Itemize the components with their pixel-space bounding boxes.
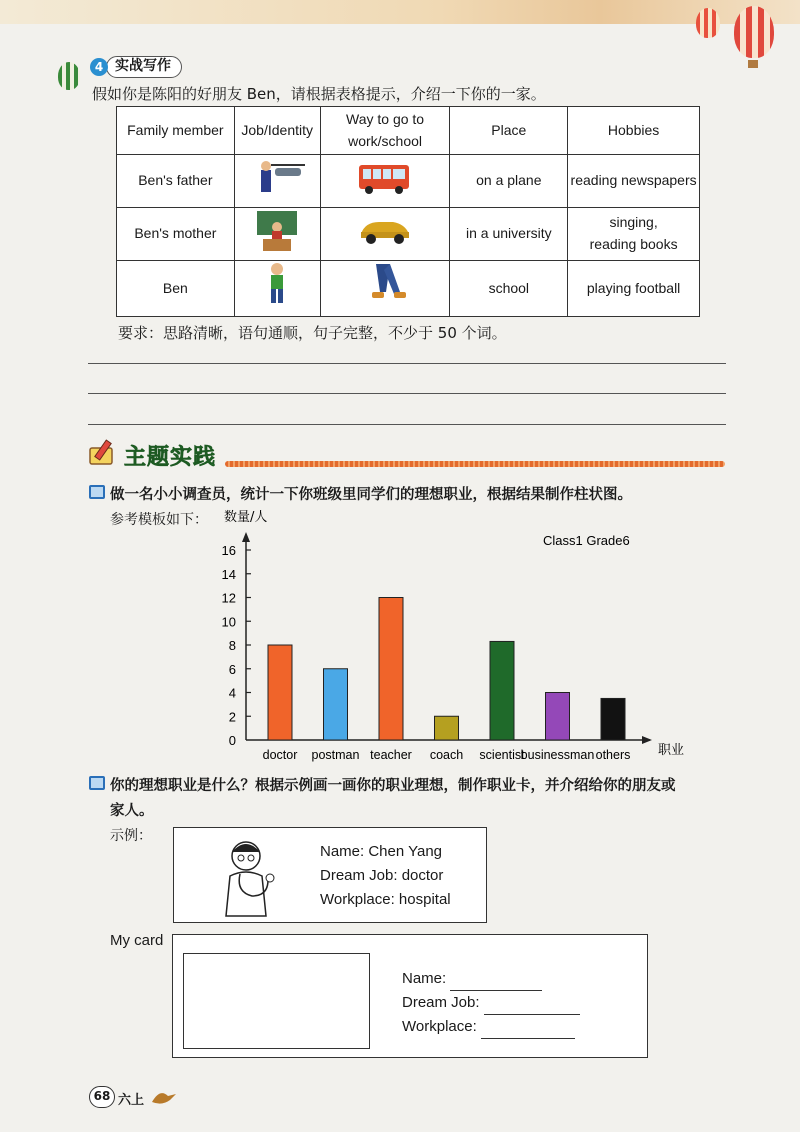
question-2-line1: 你的理想职业是什么？根据示例画一画你的职业理想，制作职业卡，并介绍给你的朋友或: [110, 778, 676, 794]
x-tick-label: teacher: [370, 748, 412, 762]
bar-businessman: [546, 693, 570, 741]
chart-title: Class1 Grade6: [543, 533, 630, 548]
my-job-label: Dream Job:: [402, 994, 480, 1011]
question-icon: [89, 485, 105, 499]
cell-member: Ben: [117, 261, 235, 317]
workplace-input-line[interactable]: [481, 1025, 575, 1039]
bird-icon: [150, 1088, 178, 1110]
theme-divider: [225, 461, 725, 467]
example-label: 示例：: [110, 828, 152, 844]
writing-line[interactable]: [88, 393, 726, 394]
writing-instruction: 假如你是陈阳的好朋友 Ben，请根据表格提示，介绍一下你的一家。: [92, 85, 546, 103]
header-family-member: Family member: [117, 107, 235, 155]
drawing-area[interactable]: [183, 953, 370, 1049]
pencil-book-icon: [88, 438, 120, 466]
writing-line[interactable]: [88, 424, 726, 425]
y-tick-label: 0: [228, 733, 236, 748]
y-axis-label: 数量/人: [224, 510, 268, 525]
my-name-label: Name:: [402, 970, 447, 987]
y-tick-label: 14: [221, 566, 236, 582]
balloon-illustration: [696, 8, 720, 38]
example-job: Dream Job: doctor: [320, 867, 444, 884]
car-icon: [320, 208, 450, 261]
header-way: Way to go to work/school: [320, 107, 450, 155]
my-card-fields: [402, 967, 580, 1039]
table-row: [117, 208, 700, 261]
x-tick-label: coach: [429, 748, 464, 762]
y-tick-label: 8: [228, 638, 236, 653]
table-header-row: [117, 107, 700, 155]
x-axis-label: 职业: [658, 743, 685, 758]
student-icon: [234, 261, 320, 317]
writing-line[interactable]: [88, 363, 726, 364]
y-tick-label: 4: [228, 685, 236, 701]
example-name: Name: Chen Yang: [320, 843, 443, 860]
top-banner: [0, 0, 800, 24]
question-icon: [89, 776, 105, 790]
cell-member: Ben's mother: [117, 208, 235, 261]
x-tick-label: others: [595, 748, 631, 762]
section-title: 实战写作: [106, 56, 182, 78]
question-1: 做一名小小调查员，统计一下你班级里同学们的理想职业，根据结果制作柱状图。: [110, 487, 632, 503]
walking-legs-icon: [320, 261, 450, 317]
balloon-illustration: [58, 62, 80, 90]
section-number-badge: 4: [90, 58, 108, 76]
bar-teacher: [379, 598, 403, 741]
y-tick-label: 10: [221, 614, 236, 630]
y-tick-label: 12: [221, 590, 236, 606]
doctor-illustration: [216, 836, 286, 918]
example-card: [173, 827, 487, 923]
bus-icon: [320, 155, 450, 208]
y-tick-label: 6: [228, 661, 236, 677]
my-card: [172, 934, 648, 1058]
balloon-illustration: [734, 6, 774, 58]
header-place: Place: [450, 107, 568, 155]
cell-hobby: singing, reading books: [568, 208, 700, 261]
career-bar-chart: [200, 505, 700, 770]
theme-title: 主题实践: [124, 445, 217, 470]
teacher-icon: [234, 208, 320, 261]
family-table: [116, 106, 700, 317]
job-input-line[interactable]: [484, 1001, 580, 1015]
cell-member: Ben's father: [117, 155, 235, 208]
x-tick-label: doctor: [262, 748, 298, 762]
x-tick-label: businessman: [520, 748, 595, 762]
question-2-line2: 家人。: [110, 803, 154, 819]
x-axis-arrow: [642, 736, 652, 744]
name-input-line[interactable]: [450, 977, 542, 991]
example-card-text: [320, 840, 451, 912]
cell-hobby: playing football: [568, 261, 700, 317]
balloon-basket: [748, 60, 758, 68]
page-number-badge: 68: [89, 1086, 115, 1108]
bar-doctor: [268, 645, 292, 740]
template-label: 参考模板如下：: [110, 512, 208, 528]
bar-postman: [324, 669, 348, 740]
x-tick-label: scientist: [479, 748, 525, 762]
cell-place: school: [450, 261, 568, 317]
bar-coach: [435, 716, 459, 740]
bar-others: [601, 698, 625, 740]
y-tick-label: 2: [228, 709, 236, 725]
y-tick-label: 16: [221, 543, 236, 558]
table-row: [117, 261, 700, 317]
cell-hobby: reading newspapers: [568, 155, 700, 208]
x-tick-label: postman: [311, 748, 360, 762]
y-axis-arrow: [242, 532, 250, 542]
pilot-icon: [234, 155, 320, 208]
table-row: [117, 155, 700, 208]
cell-place: in a university: [450, 208, 568, 261]
header-job: Job/Identity: [234, 107, 320, 155]
grade-label: 六上: [118, 1093, 145, 1108]
writing-requirement: 要求：思路清晰，语句通顺，句子完整，不少于 50 个词。: [118, 324, 507, 342]
my-workplace-label: Workplace:: [402, 1018, 477, 1035]
example-workplace: Workplace: hospital: [320, 891, 451, 908]
cell-place: on a plane: [450, 155, 568, 208]
header-hobbies: Hobbies: [568, 107, 700, 155]
my-card-label: My card: [110, 932, 164, 949]
bar-scientist: [490, 641, 514, 740]
